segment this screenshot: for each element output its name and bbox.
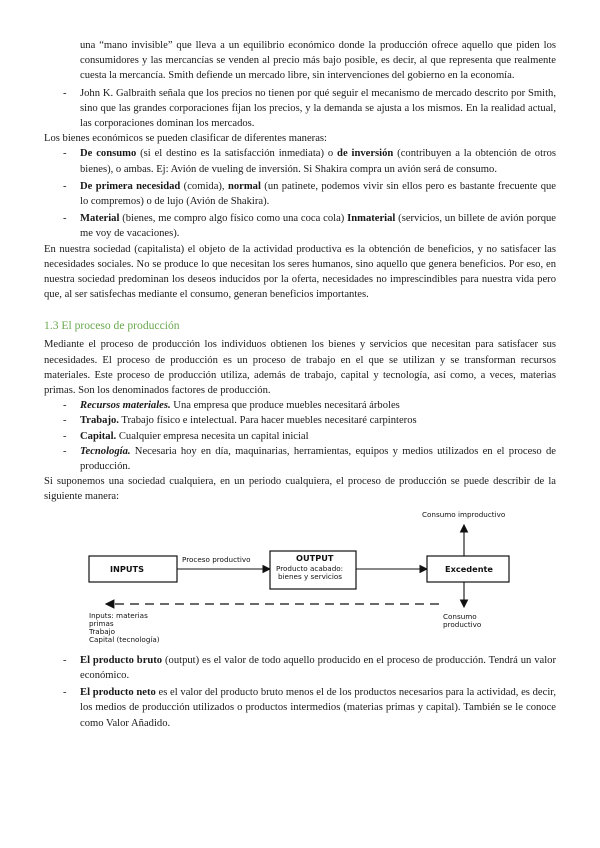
- output-sub2: bienes y servicios: [278, 571, 342, 581]
- productos-list: [44, 653, 556, 731]
- list-item-recursos: - Recursos materiales. Una empresa que produce muebles necesitará árboles: [63, 400, 400, 412]
- inputs-list-3: Trabajo: [89, 626, 116, 636]
- inputs-list-4: Capital (tecnología): [89, 634, 160, 644]
- inputs-label: INPUTS: [110, 563, 145, 574]
- list-item-necesidad: - De primera necesidad (comida), normal (un patinete, podemos vivir sin ellos pero es bastante frecuente que lo compremos) o de lujo (Avión de Shakira).: [63, 180, 557, 208]
- diagram-graphic: [44, 511, 556, 651]
- list-item-intro-continuation: una “mano invisible” que lleva a un equilibrio económico donde la producción ofrece aquello que piden los consumidores y las mercancías se venden al precio más bajo posible, es decir, al que representa que realmente cuesta la mercancía. Smith defiende un mercado libre, sin intervenciones del gobierno en la economía.: [80, 40, 556, 82]
- list-item-consumo: - De consumo (si el destino es la satisfacción inmediata) o de inversión (contribuyen a la obtención de otros bienes), o ambas. Ej: Avión de vueling de inversión. Si Shakira compra un avión será de consumo.: [63, 148, 556, 175]
- sociedad-paragraph: En nuestra sociedad (capitalista) el objeto de la actividad productiva es la obtención de beneficios, y no satisfacer las necesidades sociales. No se produce lo que necesitan los seres humanos, sino aquello que genera beneficios. Por eso, en nuestra sociedad predominan los deseos inducidos por la oferta, necesidades no imprescindibles para nuestra vida pero que, al ser satisfechas mediante el consumo, generan beneficios importantes.: [44, 243, 556, 301]
- list-item-tecnologia: - Tecnología. Necesaria hoy en día, maquinarias, herramientas, equipos y medios utilizados en el proceso de producción.: [63, 445, 556, 473]
- consumo-improductivo-label: Consumo improductivo: [422, 509, 506, 519]
- output-sub1: Producto acabado:: [276, 563, 344, 573]
- produccion-paragraph: Mediante el proceso de producción los individuos obtienen los bienes y servicios que necesitan para satisfacer sus necesidades. El proceso de producción es un proceso de trabajo en el que se utilizan y se transforman recursos materiales. Este proceso de producción utiliza, además de trabajo, capital y tecnología, así como, a veces, materias primas. Son los denominados factores de producción.: [44, 339, 556, 397]
- intro-list: [44, 38, 556, 131]
- list-item-producto-bruto: - El producto bruto (output) es el valor de todo aquello producido en el proceso de producción. Tendrá un valor económico.: [63, 654, 556, 681]
- proceso-productivo-label: Proceso productivo: [182, 554, 251, 564]
- list-item-material: - Material (bienes, me compro algo físico como una coca cola) Inmaterial (servicios, un billete de avión porque me voy de vacaciones).: [63, 213, 556, 240]
- consumo-productivo-label-1: Consumo: [443, 611, 477, 621]
- list-item-producto-neto: - El producto neto es el valor del producto bruto menos el de los productos necesarios para la actividad, es decir, los medios de producción utilizados o productos intermedios (materias primas y capital). También se le conoce como Valor Añadido.: [63, 687, 557, 729]
- excedente-label: Excedente: [445, 563, 493, 574]
- factores-list: [44, 398, 556, 474]
- section-heading: 1.3 El proceso de producción: [44, 319, 180, 333]
- clasificacion-text: Los bienes económicos se pueden clasificar de diferentes maneras:: [44, 133, 327, 145]
- list-item-trabajo: - Trabajo. Trabajo físico e intelectual. Para hacer muebles necesitaré carpinteros: [63, 415, 417, 427]
- inputs-list-1: Inputs: materias: [89, 610, 148, 620]
- consumo-productivo-label-2: productivo: [443, 619, 482, 629]
- suponemos-paragraph: Si suponemos una sociedad cualquiera, en un periodo cualquiera, el proceso de producción se puede describir de la siguiente manera:: [44, 476, 556, 503]
- bienes-list: [44, 146, 556, 241]
- production-diagram: [44, 511, 556, 651]
- output-label: OUTPUT: [296, 552, 334, 563]
- bullet-dash: -: [63, 87, 67, 99]
- list-item-capital: - Capital. Cualquier empresa necesita un capital inicial: [63, 430, 309, 442]
- inputs-list-2: primas: [89, 618, 114, 628]
- document-page: [44, 38, 556, 731]
- list-item-galbraith: - John K. Galbraith señala que los precios no tienen por qué seguir el mecanismo de mercado descrito por Smith, sino que las grandes corporaciones fijan los precios, y la demanda se ajusta a los mismos. En la realidad actual, las corporaciones dominan los mercados.: [63, 87, 556, 130]
